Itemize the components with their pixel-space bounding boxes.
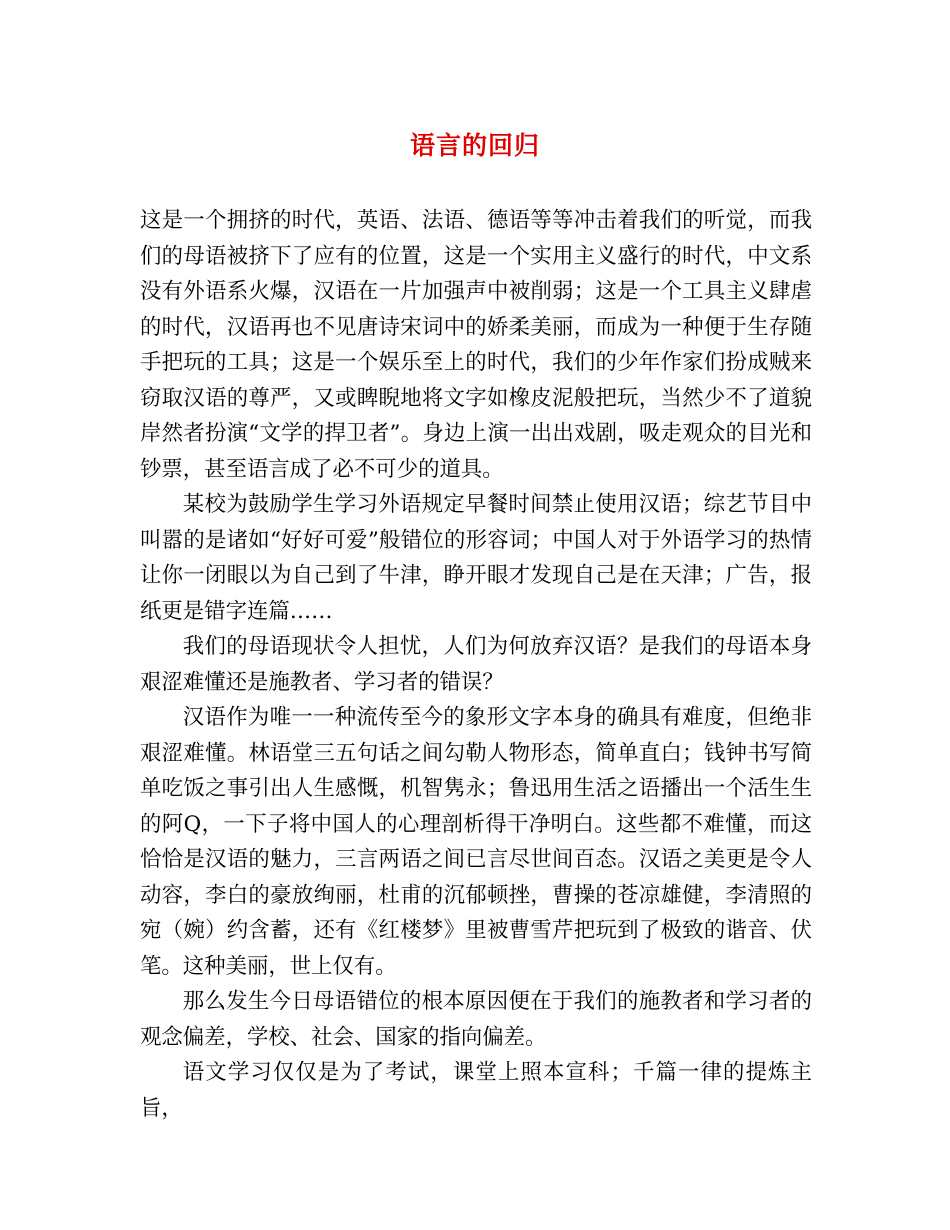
paragraph-2: 某校为鼓励学生学习外语规定早餐时间禁止使用汉语；综艺节目中叫嚣的是诸如“好好可爱”般错位的形容词；中国人对于外语学习的热情让你一闭眼以为自己到了牛津，睁开眼才发现自己是在天津；广告，报纸更是错字连篇…… [140, 492, 812, 624]
document-title: 语言的回归 [409, 131, 540, 160]
document-body [140, 203, 812, 1126]
paragraph-3: 我们的母语现状令人担忧，人们为何放弃汉语？是我们的母语本身艰涩难懂还是施教者、学习者的错误？ [140, 634, 812, 695]
paragraph-6: 语文学习仅仅是为了考试，课堂上照本宣科；千篇一律的提炼主旨， [140, 1060, 812, 1121]
paragraph-4: 汉语作为唯一一种流传至今的象形文字本身的确具有难度，但绝非艰涩难懂。林语堂三五句话之间勾勒人物形态，简单直白；钱钟书写简单吃饭之事引出人生感慨，机智隽永；鲁迅用生活之语播出一个活生生的阿Q，一下子将中国人的心理剖析得干净明白。这些都不难懂，而这恰恰是汉语的魅力，三言两语之间已言尽世间百态。汉语之美更是令人动容，李白的豪放绚丽，杜甫的沉郁顿挫，曹操的苍凉雄健，李清照的宛（婉）约含蓄，还有《红楼梦》里被曹雪芹把玩到了极致的谐音、伏笔。这种美丽，世上仅有。 [140, 705, 812, 979]
paragraph-5: 那么发生今日母语错位的根本原因便在于我们的施教者和学习者的观念偏差，学校、社会、国家的指向偏差。 [140, 989, 812, 1050]
paragraph-1: 这是一个拥挤的时代，英语、法语、德语等等冲击着我们的听觉，而我们的母语被挤下了应有的位置，这是一个实用主义盛行的时代，中文系没有外语系火爆，汉语在一片加强声中被削弱；这是一个工具主义肆虐的时代，汉语再也不见唐诗宋词中的娇柔美丽，而成为一种便于生存随手把玩的工具；这是一个娱乐至上的时代，我们的少年作家们扮成贼来窃取汉语的尊严，又或睥睨地将文字如橡皮泥般把玩，当然少不了道貌岸然者扮演“文学的捍卫者”。身边上演一出出戏剧，吸走观众的目光和钞票，甚至语言成了必不可少的道具。 [140, 208, 812, 482]
